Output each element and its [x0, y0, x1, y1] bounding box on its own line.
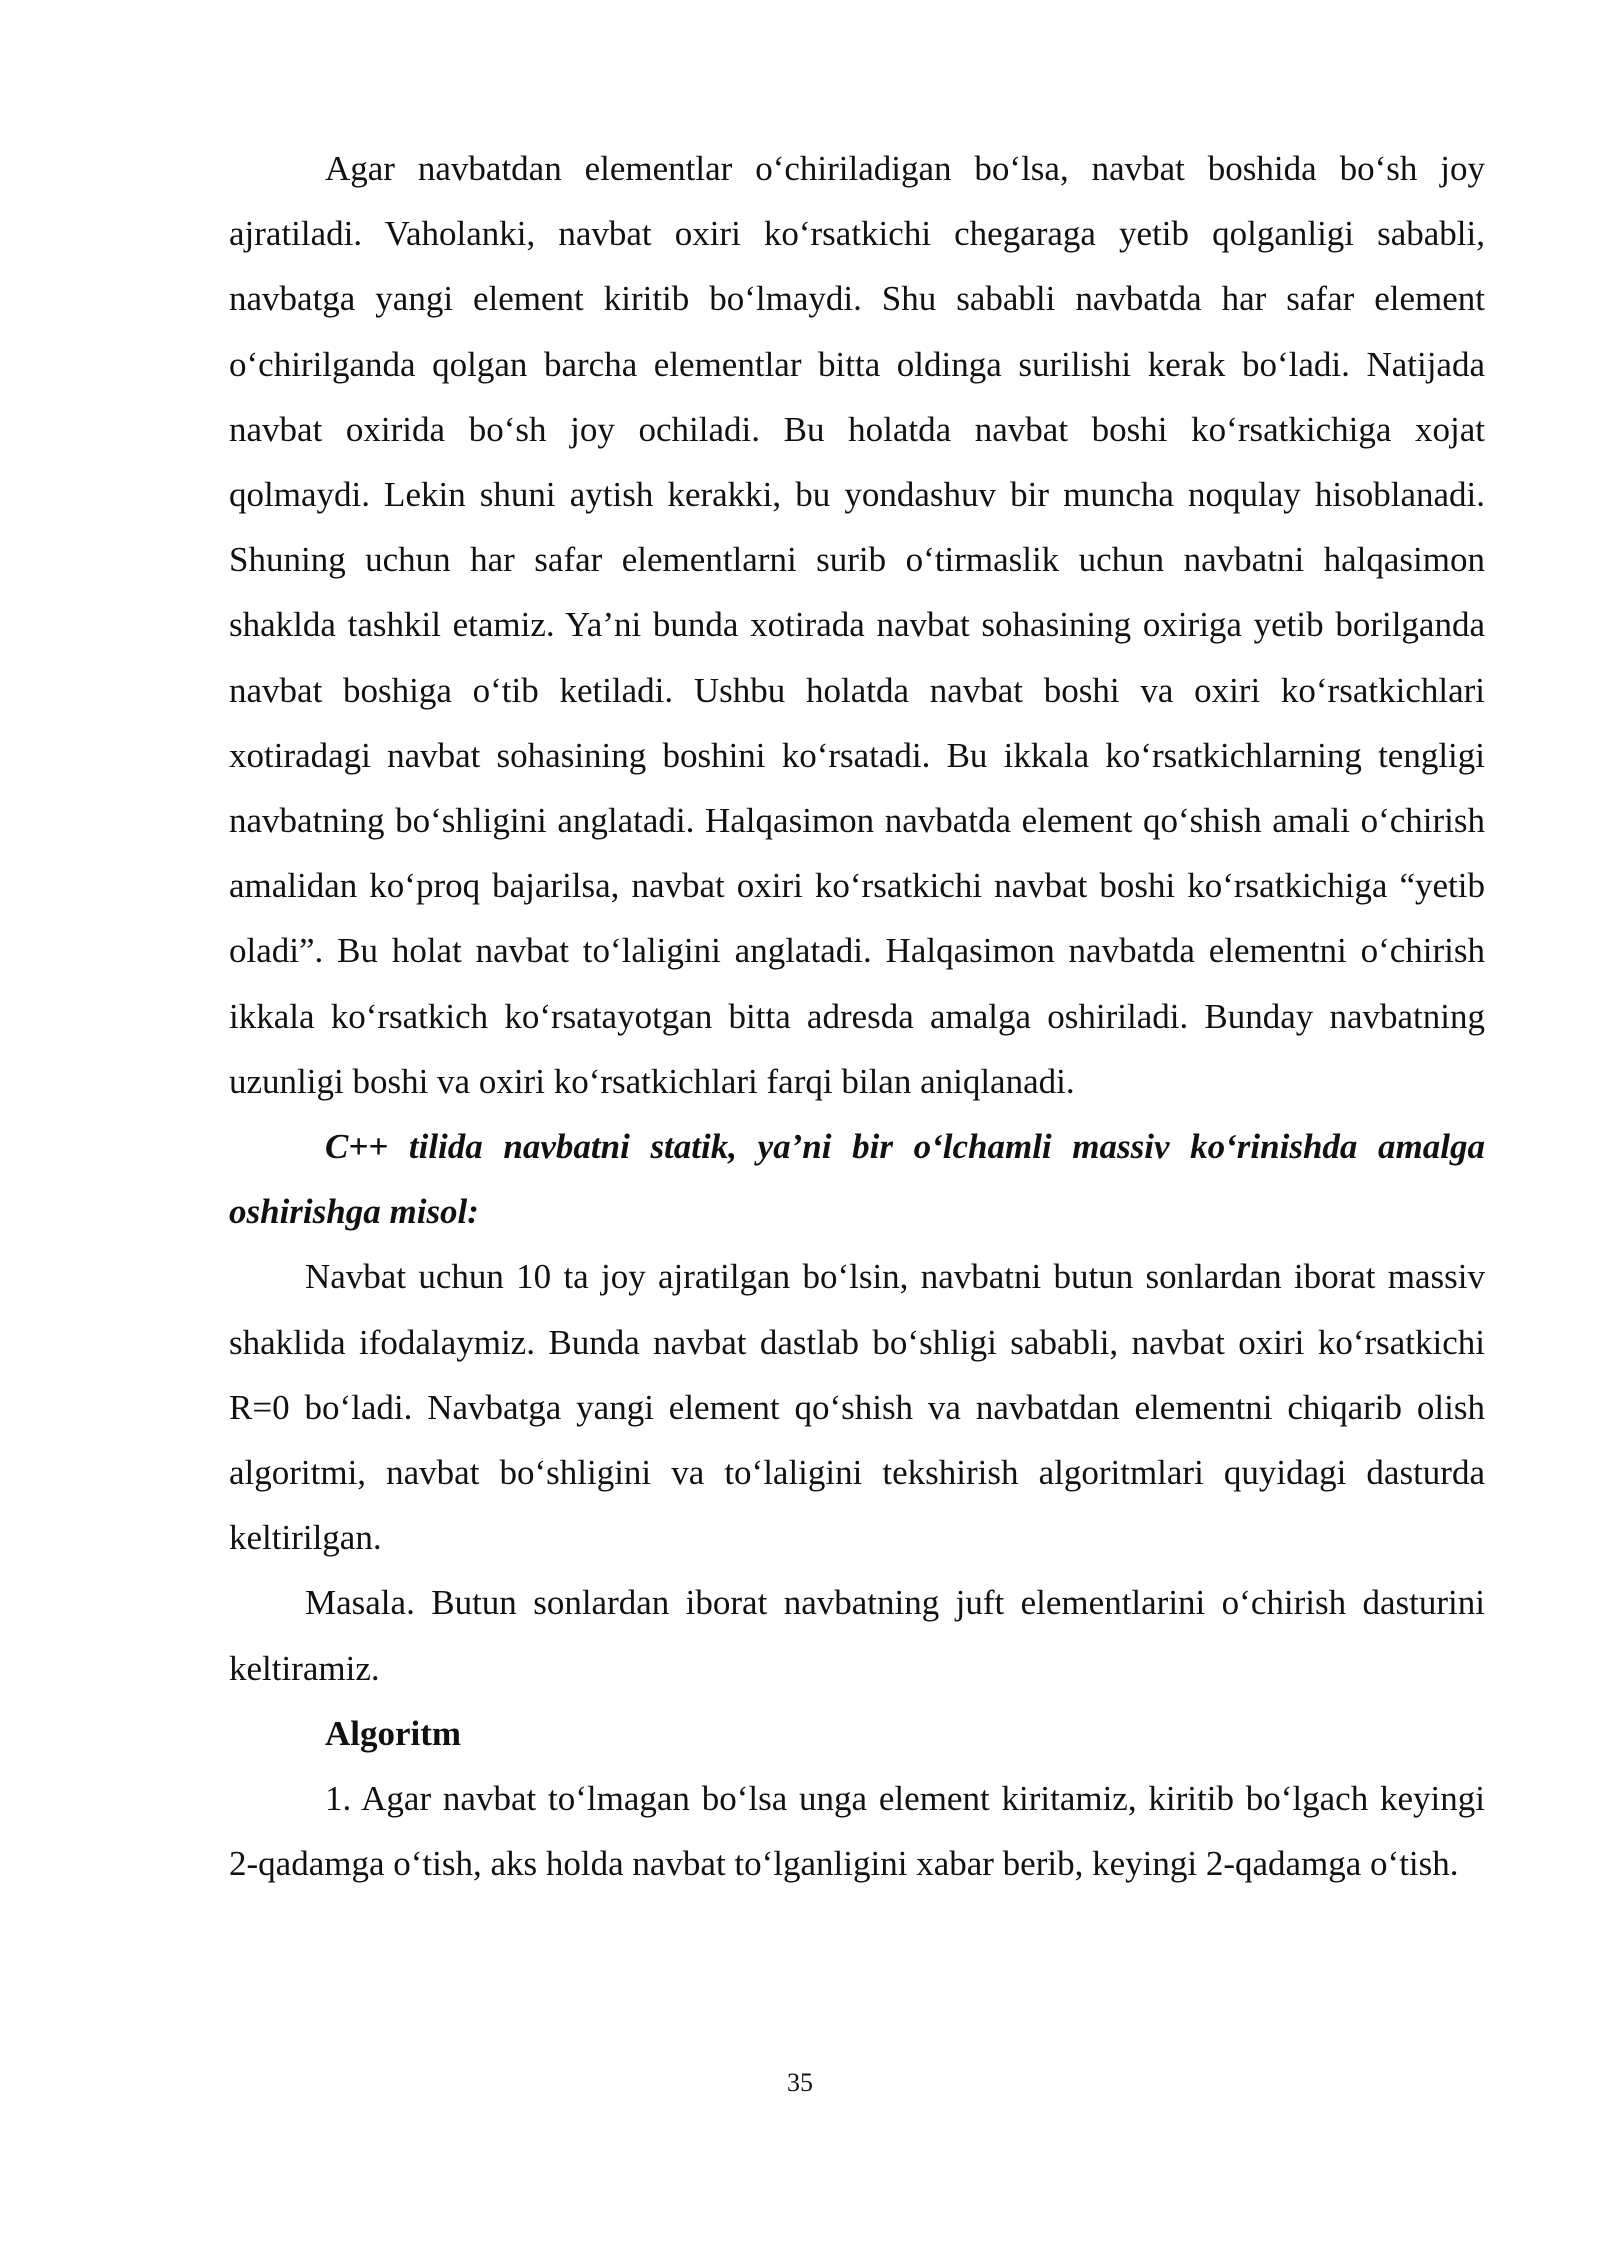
paragraph-array-queue: Navbat uchun 10 ta joy ajratilgan bo‘lsin, navbatni butun sonlardan iborat massiv shaklida ifodalaymiz. Bunda navbat dastlab bo‘shligi sababli, navbat oxiri ko‘rsatkichi R=0 bo‘ladi. Navbatga yangi element qo‘shish va navbatdan elementni chiqarib olish algoritmi, navbat bo‘shligini va to‘laligini tekshirish algoritmlari quyidagi dasturda keltirilgan. — [229, 1257, 1485, 1558]
heading-cpp-example: C++ tilida navbatni statik, ya’ni bir o‘lchamli massiv ko‘rinishda amalga oshirishga misol: — [229, 1127, 1485, 1232]
paragraph-algorithm-step-1: 1. Agar navbat to‘lmagan bo‘lsa unga element kiritamiz, kiritib bo‘lgach keyingi 2-qadamga o‘tish, aks holda navbat to‘lganligini xabar berib, keyingi 2-qadamga o‘tish. — [229, 1779, 1485, 1884]
heading-algorithm: Algoritm — [325, 1713, 462, 1753]
paragraph-problem: Masala. Butun sonlardan iborat navbatning juft elementlarini o‘chirish dasturini keltiramiz. — [229, 1583, 1485, 1688]
paragraph-circular-queue: Agar navbatdan elementlar o‘chiriladigan bo‘lsa, navbat boshida bo‘sh joy ajratiladi. Vaholanki, navbat oxiri ko‘rsatkichi chegaraga yetib qolganligi sababli, navbatga yangi element kiritib bo‘lmaydi. Shu sababli navbatda har safar element o‘chirilganda qolgan barcha elementlar bitta oldinga surilishi kerak bo‘ladi. Natijada navbat oxirida bo‘sh joy ochiladi. Bu holatda navbat boshi ko‘rsatkichiga xojat qolmaydi. Lekin shuni aytish kerakki, bu yondashuv bir muncha noqulay hisoblanadi. Shuning uchun har safar elementlarni surib o‘tirmaslik uchun navbatni halqasimon shaklda tashkil etamiz. Ya’ni bunda xotirada navbat sohasining oxiriga yetib borilganda navbat boshiga o‘tib ketiladi. Ushbu holatda navbat boshi va oxiri ko‘rsatkichlari xotiradagi navbat sohasining boshini ko‘rsatadi. Bu ikkala ko‘rsatkichlarning tengligi navbatning bo‘shligini anglatadi. Halqasimon navbatda element qo‘shish amali o‘chirish amalidan ko‘proq bajarilsa, navbat oxiri ko‘rsatkichi navbat boshi ko‘rsatkichiga “yetib oladi”. Bu holat navbat to‘laligini anglatadi. Halqasimon navbatda elementni o‘chirish ikkala ko‘rsatkich ko‘rsatayotgan bitta adresda amalga oshiriladi. Bunday navbatning uzunligi boshi va oxiri ko‘rsatkichlari farqi bilan aniqlanadi. — [229, 149, 1485, 1101]
document-page — [229, 136, 1485, 1896]
page-number: 35 — [787, 2068, 813, 2097]
